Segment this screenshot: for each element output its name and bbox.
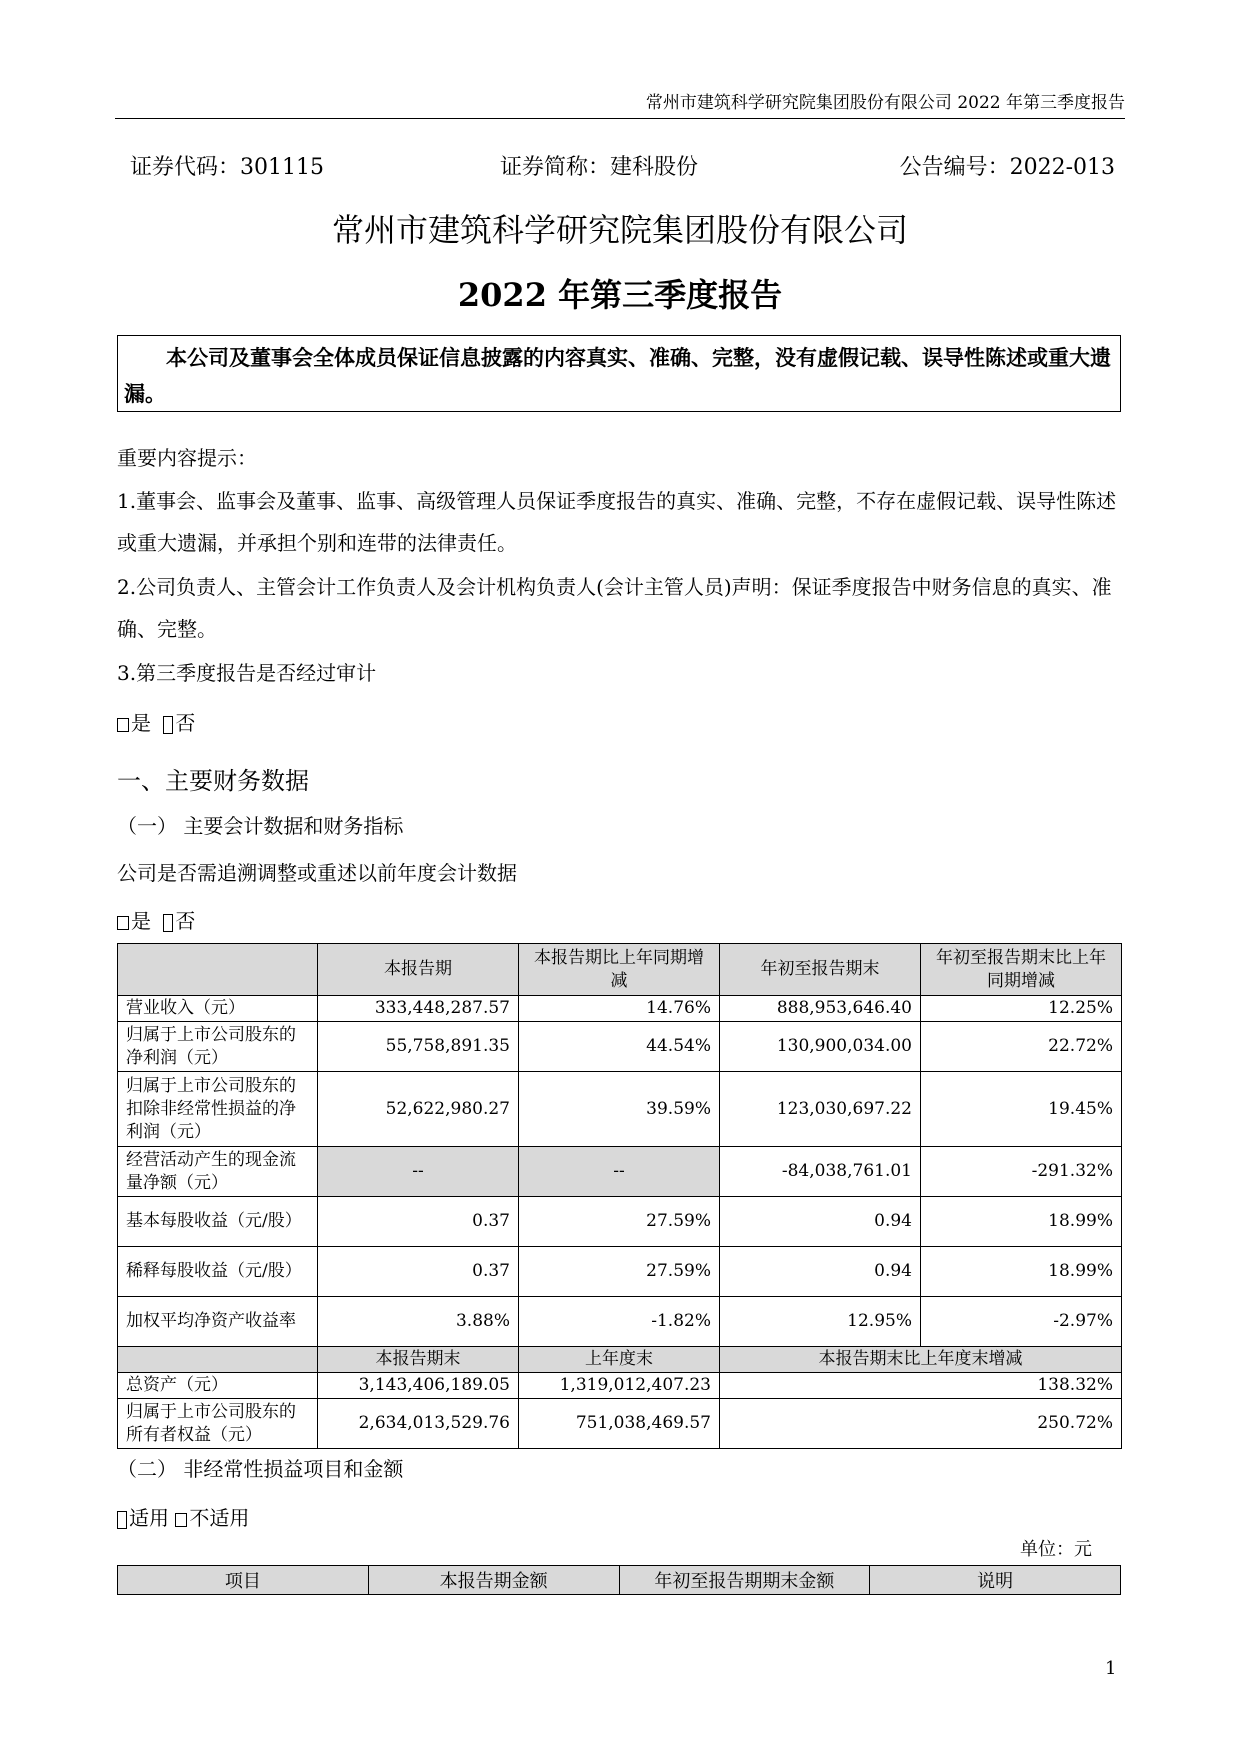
table-cell: 归属于上市公司股东的扣除非经常性损益的净利润（元）	[118, 1072, 318, 1147]
table-cell: 3.88%	[318, 1297, 519, 1347]
table-cell: 55,758,891.35	[318, 1022, 519, 1072]
table-row	[118, 1399, 1122, 1449]
table-header-cell	[118, 944, 318, 996]
table-cell: 归属于上市公司股东的所有者权益（元）	[118, 1399, 318, 1449]
table-cell: 0.94	[720, 1247, 921, 1297]
announcement-number: 公告编号：2022-013	[899, 155, 1115, 180]
financial-data-table	[117, 943, 1122, 1449]
important-item-1: 1.董事会、监事会及董事、监事、高级管理人员保证季度报告的真实、准确、完整，不存在虚假记载、误导性陈述或重大遗漏，并承担个别和连带的法律责任。	[117, 489, 1117, 555]
table-cell: 39.59%	[519, 1072, 720, 1147]
notice-box	[117, 335, 1121, 412]
table-cell: -291.32%	[921, 1147, 1122, 1197]
table-header-cell: 年初至报告期期末金额	[619, 1566, 870, 1595]
table-cell: 130,900,034.00	[720, 1022, 921, 1072]
checkbox-icon	[175, 1513, 187, 1527]
table-header-cell: 本报告期比上年同期增减	[519, 944, 720, 996]
table-header-cell: 上年度末	[519, 1347, 720, 1373]
table-cell: 归属于上市公司股东的净利润（元）	[118, 1022, 318, 1072]
table-cell: 0.37	[318, 1197, 519, 1247]
table-cell: 52,622,980.27	[318, 1072, 519, 1147]
choice-yes-label: 是	[131, 909, 151, 933]
table-cell: 稀释每股收益（元/股）	[118, 1247, 318, 1297]
section-1-sub-1: （一） 主要会计数据和财务指标	[117, 814, 404, 838]
table-cell: 2,634,013,529.76	[318, 1399, 519, 1449]
choice-no-label: 否	[175, 909, 196, 933]
non-recurring-items-table	[117, 1565, 1121, 1595]
notice-text: 本公司及董事会全体成员保证信息披露的内容真实、准确、完整，没有虚假记载、误导性陈述或重大遗漏。	[124, 346, 1111, 406]
security-code: 证券代码：301115	[130, 155, 324, 180]
table-header-cell: 年初至报告期末	[720, 944, 921, 996]
security-short-name: 证券简称：建科股份	[500, 155, 699, 180]
table-cell: 27.59%	[519, 1247, 720, 1297]
important-heading: 重要内容提示：	[117, 446, 257, 470]
table-cell: 0.94	[720, 1197, 921, 1247]
table-row	[118, 1072, 1122, 1147]
table-header-cell: 项目	[118, 1566, 369, 1595]
table-cell: 1,319,012,407.23	[519, 1373, 720, 1399]
table-cell: -2.97%	[921, 1297, 1122, 1347]
table-cell: 12.95%	[720, 1297, 921, 1347]
unit-label: 单位：元	[1020, 1539, 1092, 1560]
table-header-cell: 本报告期末	[318, 1347, 519, 1373]
table-cell: 营业收入（元）	[118, 996, 318, 1022]
choice-no-label: 否	[175, 711, 196, 735]
table-cell: 250.72%	[720, 1399, 1122, 1449]
table-header-row	[118, 944, 1122, 996]
checked-box-icon	[163, 914, 173, 932]
table-cell: 经营活动产生的现金流量净额（元）	[118, 1147, 318, 1197]
choice-yes-label: 是	[131, 711, 151, 735]
important-item-2: 2.公司负责人、主管会计工作负责人及会计机构负责人(会计主管人员)声明：保证季度报告中财务信息的真实、准确、完整。	[117, 575, 1112, 641]
table-header-cell: 年初至报告期末比上年同期增减	[921, 944, 1122, 996]
applicable-label: 适用	[129, 1506, 169, 1530]
section-1-sub-2: （二） 非经常性损益项目和金额	[117, 1457, 404, 1481]
table-cell: 138.32%	[720, 1373, 1122, 1399]
table-cell: 3,143,406,189.05	[318, 1373, 519, 1399]
table-cell: 18.99%	[921, 1197, 1122, 1247]
table-row	[118, 1147, 1122, 1197]
table-cell: 基本每股收益（元/股）	[118, 1197, 318, 1247]
table-cell: 总资产（元）	[118, 1373, 318, 1399]
table-header-row	[118, 1566, 1121, 1595]
table-cell: 12.25%	[921, 996, 1122, 1022]
table-row	[118, 1297, 1122, 1347]
table-row	[118, 1373, 1122, 1399]
table-header-row	[118, 1347, 1122, 1373]
checkbox-icon	[117, 718, 129, 732]
table-cell: 22.72%	[921, 1022, 1122, 1072]
table-row	[118, 1247, 1122, 1297]
not-applicable-label: 不适用	[189, 1506, 250, 1530]
restatement-choice	[117, 900, 1127, 942]
table-cell: 751,038,469.57	[519, 1399, 720, 1449]
checked-box-icon	[163, 716, 173, 734]
table-cell: 333,448,287.57	[318, 996, 519, 1022]
table-header-cell: 本报告期	[318, 944, 519, 996]
running-header: 常州市建筑科学研究院集团股份有限公司 2022 年第三季度报告	[115, 88, 1125, 119]
table-header-cell: 说明	[870, 1566, 1121, 1595]
table-row	[118, 996, 1122, 1022]
page-number: 1	[1105, 1658, 1117, 1679]
table-header-cell	[118, 1347, 318, 1373]
table-cell: 123,030,697.22	[720, 1072, 921, 1147]
table-cell: --	[318, 1147, 519, 1197]
table-cell: 44.54%	[519, 1022, 720, 1072]
table-cell: 27.59%	[519, 1197, 720, 1247]
table-cell: -1.82%	[519, 1297, 720, 1347]
table-cell: 加权平均净资产收益率	[118, 1297, 318, 1347]
table-header-cell: 本报告期末比上年度末增减	[720, 1347, 1122, 1373]
checkbox-icon	[117, 916, 129, 930]
table-cell: 19.45%	[921, 1072, 1122, 1147]
table-header-cell: 本报告期金额	[368, 1566, 619, 1595]
important-item-3: 3.第三季度报告是否经过审计	[117, 661, 377, 685]
company-name: 常州市建筑科学研究院集团股份有限公司	[331, 211, 908, 249]
applicable-choice	[117, 1497, 1127, 1539]
audit-choice	[117, 702, 1127, 744]
table-row	[118, 1197, 1122, 1247]
table-cell: -84,038,761.01	[720, 1147, 921, 1197]
table-cell: --	[519, 1147, 720, 1197]
table-cell: 0.37	[318, 1247, 519, 1297]
table-row	[118, 1022, 1122, 1072]
checked-box-icon	[117, 1511, 127, 1529]
table-cell: 888,953,646.40	[720, 996, 921, 1022]
table-cell: 18.99%	[921, 1247, 1122, 1297]
table-cell: 14.76%	[519, 996, 720, 1022]
report-title: 2022 年第三季度报告	[457, 276, 783, 314]
restatement-question: 公司是否需追溯调整或重述以前年度会计数据	[117, 861, 517, 885]
section-1-title: 一、主要财务数据	[117, 767, 309, 795]
